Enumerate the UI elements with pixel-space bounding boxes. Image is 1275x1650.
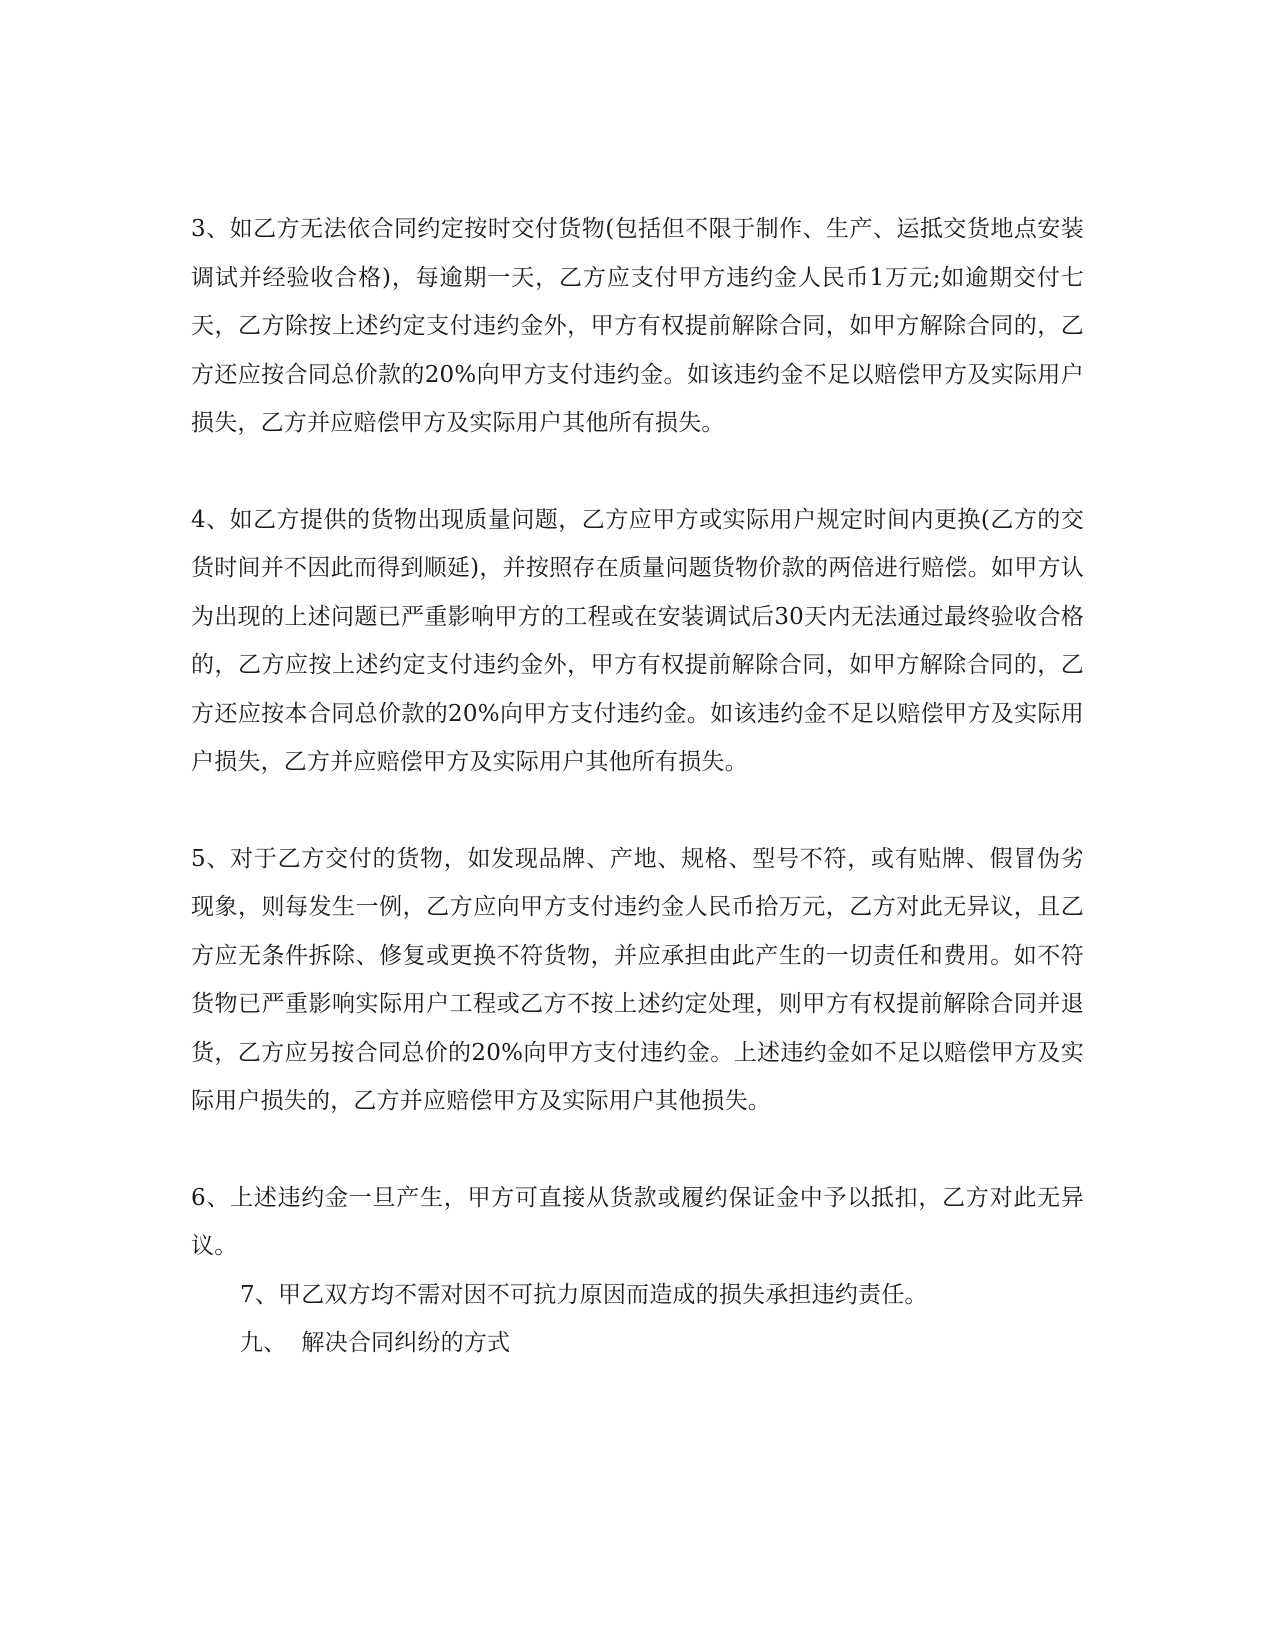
clause-4: 4、如乙方提供的货物出现质量问题，乙方应甲方或实际用户规定时间内更换(乙方的交货时间并不因此而得到顺延)，并按照存在质量问题货物价款的两倍进行赔偿。如甲方认为出现的上述问题已严重影响甲方的工程或在安装调试后30天内无法通过最终验收合格的，乙方应按上述约定支付违约金外，甲方有权提前解除合同，如甲方解除合同的，乙方还应按本合同总价款的20%向甲方支付违约金。如该违约金不足以赔偿甲方及实际用户损失，乙方并应赔偿甲方及实际用户其他所有损失。 bbox=[191, 506, 1084, 775]
document-body bbox=[191, 205, 1084, 1368]
clause-5: 5、对于乙方交付的货物，如发现品牌、产地、规格、型号不符，或有贴牌、假冒伪劣现象，则每发生一例，乙方应向甲方支付违约金人民币拾万元，乙方对此无异议，且乙方应无条件拆除、修复或更换不符货物，并应承担由此产生的一切责任和费用。如不符货物已严重影响实际用户工程或乙方不按上述约定处理，则甲方有权提前解除合同并退货，乙方应另按合同总价的20%向甲方支付违约金。上述违约金如不足以赔偿甲方及实际用户损失的，乙方并应赔偿甲方及实际用户其他损失。 bbox=[191, 845, 1084, 1114]
clause-7: 7、甲乙双方均不需对因不可抗力原因而造成的损失承担违约责任。 bbox=[240, 1281, 928, 1308]
section-9-heading: 九、 解决合同纠纷的方式 bbox=[240, 1330, 511, 1356]
clause-6: 6、上述违约金一旦产生，甲方可直接从货款或履约保证金中予以抵扣，乙方对此无异议。 bbox=[191, 1184, 1084, 1259]
clause-3: 3、如乙方无法依合同约定按时交付货物(包括但不限于制作、生产、运抵交货地点安装调试并经验收合格)，每逾期一天，乙方应支付甲方违约金人民币1万元;如逾期交付七天，乙方除按上述约定支付违约金外，甲方有权提前解除合同，如甲方解除合同的，乙方还应按合同总价款的20%向甲方支付违约金。如该违约金不足以赔偿甲方及实际用户损失，乙方并应赔偿甲方及实际用户其他所有损失。 bbox=[191, 216, 1084, 436]
